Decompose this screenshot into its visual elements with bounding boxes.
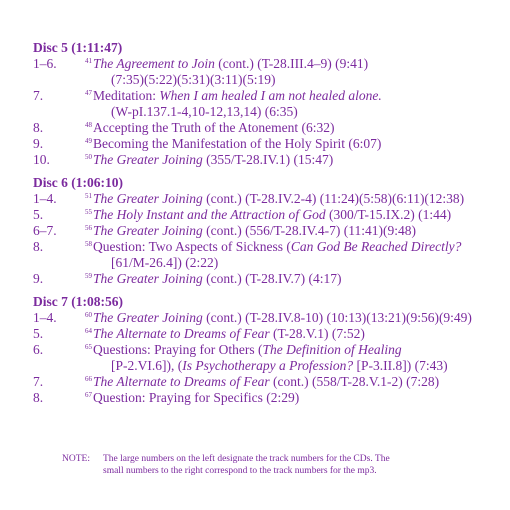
track-text: (300/T-15.IX.2) (1:44)	[325, 207, 452, 222]
track-text: Meditation:	[93, 88, 160, 103]
track-title-italic: The Alternate to Dreams of Fear	[93, 374, 270, 389]
track-row	[33, 207, 503, 223]
mp3-track-number: 66	[85, 375, 92, 383]
track-title-italic: The Greater Joining	[93, 223, 203, 238]
track-description	[85, 56, 503, 88]
track-title-italic: The Holy Instant and the Attraction of God	[93, 207, 326, 222]
track-title-italic: The Greater Joining	[93, 271, 203, 286]
track-text: [P-3.II.8]) (7:43)	[353, 358, 448, 373]
cd-track-number: 6–7.	[33, 223, 57, 238]
disc-heading: Disc 5 (1:11:47)	[33, 40, 123, 55]
track-row	[33, 342, 503, 374]
track-title-italic: The Greater Joining	[93, 152, 203, 167]
cd-track-number: 7.	[33, 88, 44, 103]
disc-section	[33, 40, 503, 168]
track-title-italic: The Greater Joining	[93, 191, 203, 206]
track-text: (T-28.V.1) (7:52)	[269, 326, 365, 341]
cd-track-number: 9.	[33, 271, 44, 286]
track-row	[33, 136, 503, 152]
mp3-track-number: 64	[85, 327, 92, 335]
track-text: (355/T-28.IV.1) (15:47)	[202, 152, 334, 167]
mp3-track-number: 58	[85, 240, 92, 248]
track-title-italic: The Agreement to Join	[93, 56, 215, 71]
track-row	[33, 271, 503, 287]
track-row	[33, 88, 503, 120]
mp3-track-number: 47	[85, 89, 92, 97]
track-text: (cont.) (558/T-28.V.1-2) (7:28)	[269, 374, 440, 389]
mp3-track-number: 59	[85, 272, 92, 280]
disc-heading: Disc 6 (1:06:10)	[33, 175, 123, 190]
cd-track-number: 10.	[33, 152, 50, 167]
track-text: Question: Two Aspects of Sickness (	[93, 239, 291, 254]
track-description	[85, 88, 503, 120]
track-text: Questions: Praying for Others (	[93, 342, 263, 357]
track-description	[85, 374, 503, 390]
note-line-1: The large numbers on the left designate the track numbers for the CDs. The	[103, 454, 390, 464]
track-row	[33, 326, 503, 342]
track-description	[85, 271, 503, 287]
track-row	[33, 191, 503, 207]
track-text: (cont.) (T-28.III.4–9) (9:41)	[214, 56, 369, 71]
track-title-italic: Is Psychotherapy a Profession?	[182, 358, 354, 373]
cd-track-number: 1–6.	[33, 56, 57, 71]
note-label: NOTE:	[62, 454, 90, 464]
mp3-track-number: 49	[85, 137, 92, 145]
track-text: (cont.) (T-28.IV.8-10) (10:13)(13:21)(9:56)(9:49)	[202, 310, 472, 325]
mp3-track-number: 65	[85, 343, 92, 351]
track-text: [P-2.VI.6]), (	[111, 358, 183, 373]
disc-section	[33, 175, 503, 287]
track-description	[85, 239, 503, 271]
track-title-italic: When I am healed I am not healed alone.	[159, 88, 382, 103]
track-text: Accepting the Truth of the Atonement (6:32)	[93, 120, 335, 135]
mp3-track-number: 41	[85, 57, 92, 65]
mp3-track-number: 56	[85, 224, 92, 232]
track-listing	[33, 40, 503, 413]
track-description	[85, 223, 503, 239]
track-row	[33, 310, 503, 326]
note-line-2: small numbers to the right correspond to the track numbers for the mp3.	[103, 466, 377, 476]
track-description	[85, 152, 503, 168]
track-row	[33, 56, 503, 88]
track-description	[85, 191, 503, 207]
cd-track-number: 5.	[33, 326, 44, 341]
disc-heading: Disc 7 (1:08:56)	[33, 294, 123, 309]
mp3-track-number: 50	[85, 153, 92, 161]
track-continuation	[85, 358, 503, 374]
track-title-italic: Can God Be Reached Directly?	[290, 239, 462, 254]
cd-track-number: 7.	[33, 374, 44, 389]
track-row	[33, 239, 503, 271]
note	[62, 453, 502, 477]
track-description	[85, 390, 503, 406]
track-row	[33, 390, 503, 406]
track-continuation: (W-pI.137.1-4,10-12,13,14) (6:35)	[111, 104, 298, 119]
track-row	[33, 120, 503, 136]
track-description	[85, 120, 503, 136]
cd-track-number: 8.	[33, 239, 44, 254]
track-description	[85, 326, 503, 342]
track-row	[33, 374, 503, 390]
mp3-track-number: 51	[85, 192, 92, 200]
mp3-track-number: 67	[85, 391, 92, 399]
track-continuation: (7:35)(5:22)(5:31)(3:11)(5:19)	[111, 72, 276, 87]
track-description	[85, 310, 503, 326]
track-title-italic: The Definition of Healing	[262, 342, 402, 357]
track-continuation: [61/M-26.4]) (2:22)	[111, 255, 219, 270]
mp3-track-number: 48	[85, 121, 92, 129]
track-title-italic: The Greater Joining	[93, 310, 203, 325]
track-row	[33, 152, 503, 168]
track-description	[85, 207, 503, 223]
track-text: (cont.) (T-28.IV.7) (4:17)	[202, 271, 342, 286]
disc-section	[33, 294, 503, 406]
track-text: Question: Praying for Specifics (2:29)	[93, 390, 300, 405]
cd-track-number: 8.	[33, 390, 44, 405]
track-text: (cont.) (T-28.IV.2-4) (11:24)(5:58)(6:11)(12:38)	[202, 191, 465, 206]
mp3-track-number: 60	[85, 311, 92, 319]
track-description	[85, 342, 503, 374]
cd-track-number: 9.	[33, 136, 44, 151]
track-description	[85, 136, 503, 152]
cd-track-number: 6.	[33, 342, 44, 357]
cd-track-number: 1–4.	[33, 191, 57, 206]
cd-track-number: 5.	[33, 207, 44, 222]
cd-track-number: 8.	[33, 120, 44, 135]
cd-track-number: 1–4.	[33, 310, 57, 325]
track-title-italic: The Alternate to Dreams of Fear	[93, 326, 270, 341]
note-text	[103, 453, 502, 477]
track-row	[33, 223, 503, 239]
track-text: (cont.) (556/T-28.IV.4-7) (11:41)(9:48)	[202, 223, 416, 238]
track-text: Becoming the Manifestation of the Holy Spirit (6:07)	[93, 136, 382, 151]
mp3-track-number: 55	[85, 208, 92, 216]
